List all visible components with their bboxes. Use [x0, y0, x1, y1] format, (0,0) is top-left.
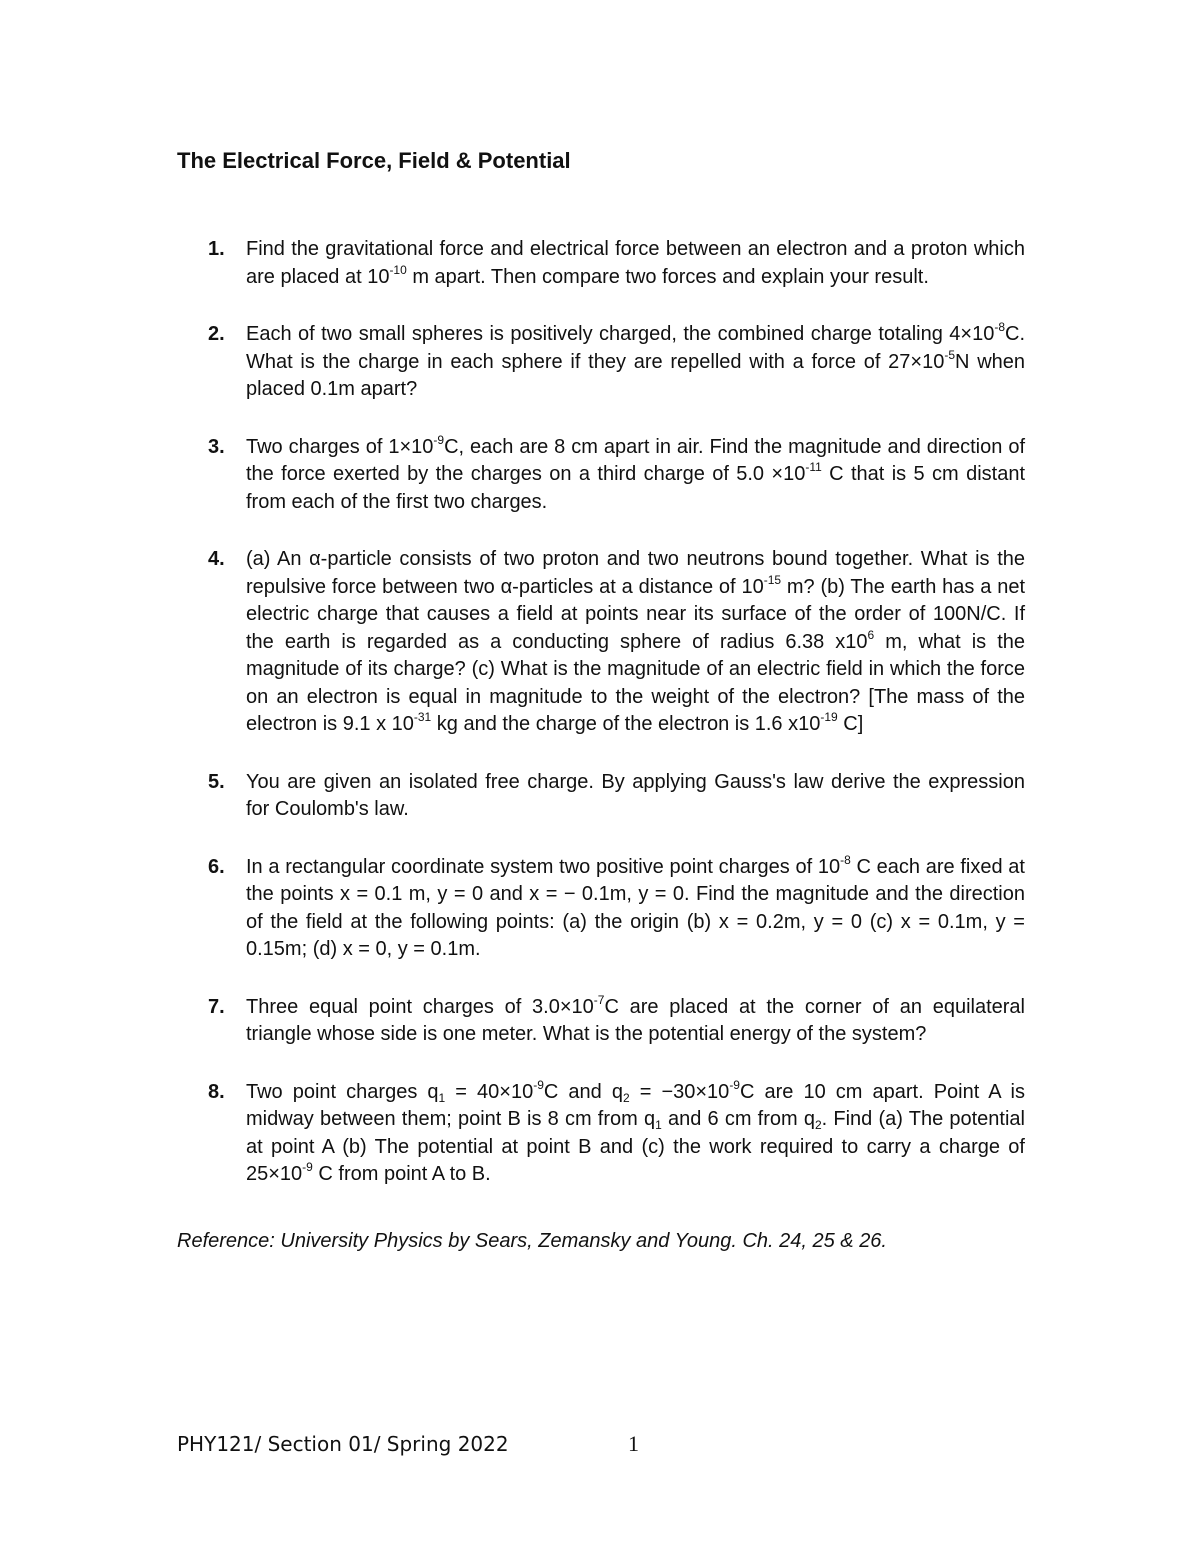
question-text: Two charges of $1\times 10^{-9}C$, each are 8 cm apart in air. Find the magnitude and direction of the force exerted by the charges on a third charge of $5.0 \times 10^{-11}$ C that is 5 cm distant from each of the first two charges.	[246, 432, 1025, 513]
question-text: You are given an isolated free charge. By applying Gauss's law derive the expression for Coulomb's law.	[246, 770, 1025, 820]
footer-course-info: PHY121/ Section 01/ Spring 2022	[177, 1432, 509, 1456]
reference-note: Reference: University Physics by Sears, Zemansky and Young. Ch. 24, 25 & 26.	[177, 1230, 887, 1252]
question-number: 3.	[208, 435, 225, 458]
question-8	[177, 1079, 1025, 1189]
question-number: 1.	[208, 238, 225, 260]
question-number: 2.	[208, 323, 225, 345]
question-7	[177, 994, 1025, 1049]
question-text: In a rectangular coordinate system two positive point charges of $10^{-8}$ C each are fixed at the points x = 0.1 m, y = 0 and x = − 0.1m, y = 0. Find the magnitude and the direction of the field at the following points: (a) the origin (b) x = 0.2m, y = 0 (c) x = 0.1m, y = 0.15m; (d) x = 0, y = 0.1m.	[246, 852, 1025, 960]
question-number: 7.	[208, 995, 225, 1018]
question-number: 6.	[208, 855, 225, 878]
question-6	[177, 854, 1025, 964]
question-5	[177, 769, 1025, 824]
question-2	[177, 321, 1025, 404]
question-text: (a) An α-particle consists of two proton and two neutrons bound together. What is the repulsive force between two α-particles at a distance of $10^{-15}$ m? (b) The earth has a net electric charge that causes a field at points near its surface of the order of 100N/C. If the earth is regarded as a conducting sphere of radius 6.38 $x10^6$ m, what is the magnitude of its charge? (c) What is the magnitude of an electric field in which the force on an electron is equal in magnitude to the weight of the electron? [The mass of the electron is 9.1 x $10^{-31}$ kg and the charge of the electron is 1.6 $x10^{-19}$ C]	[246, 548, 1025, 735]
question-4	[177, 546, 1025, 739]
question-number: 5.	[208, 770, 225, 793]
document-title: The Electrical Force, Field & Potential	[177, 148, 571, 173]
question-number: 4.	[208, 548, 225, 570]
question-text: Find the gravitational force and electrical force between an electron and a proton which are placed at $10^{-10}$ m apart. Then compare two forces and explain your result.	[246, 238, 1025, 288]
question-3	[177, 434, 1025, 517]
question-1	[177, 236, 1025, 291]
question-text: Two point charges $q_1 = 40\times 10^{-9}C$ and $q_2 = -30\times 10^{-9}C$ are 10 cm apart. Point A is midway between them; point B is 8 cm from $q_1$ and 6 cm from $q_2$. Find (a) The potential at point A (b) The potential at point B and (c) the work required to carry a charge of $25\times 10^{-9}$ C from point A to B.	[246, 1077, 1025, 1185]
question-list	[177, 236, 1025, 1219]
page-number: 1	[628, 1431, 639, 1456]
question-number: 8.	[208, 1080, 225, 1103]
question-text: Each of two small spheres is positively charged, the combined charge totaling $4\times 10^{-8}C$. What is the charge in each sphere if they are repelled with a force of $27\times 10^{-5}N$ when placed 0.1m apart?	[246, 320, 1026, 400]
question-text: Three equal point charges of $3.0\times 10^{-7}C$ are placed at the corner of an equilateral triangle whose side is one meter. What is the potential energy of the system?	[246, 992, 1025, 1045]
